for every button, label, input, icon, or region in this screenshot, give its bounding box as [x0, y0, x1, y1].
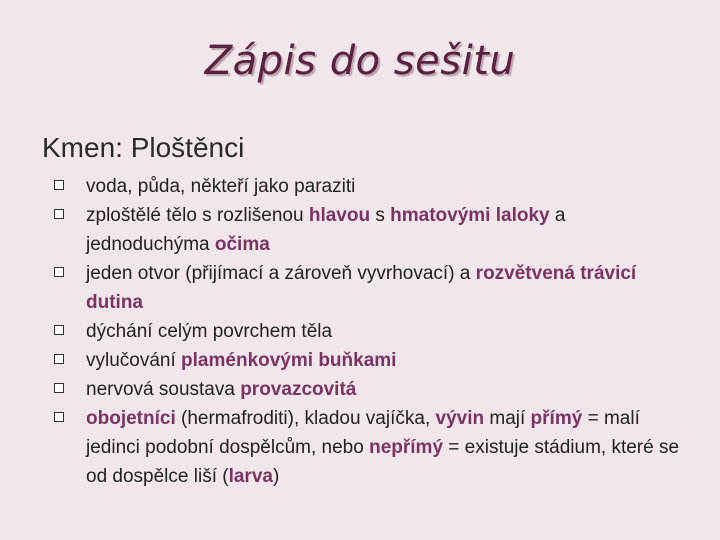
slide-title: Zápis do sešitu	[204, 38, 516, 84]
list-item	[52, 172, 692, 201]
list-item-text: dýchání celým povrchem těla	[86, 321, 333, 342]
list-item-text: zploštělé tělo s rozlišenou	[86, 205, 309, 226]
list-item-text: (hermafroditi), kladou vajíčka,	[175, 408, 436, 429]
list-item-text: nervová soustava	[86, 379, 241, 400]
list-item	[52, 346, 692, 375]
highlighted-term: plaménkovými buňkami	[181, 350, 397, 371]
list-item-text: jeden otvor (přijímací a zároveň vyvrhovací) a	[86, 263, 476, 284]
list-item-text: vylučování	[86, 350, 182, 371]
list-item-text: voda, půda, někteří jako paraziti	[86, 176, 356, 197]
highlighted-term: rozvětvená trávicí dutina	[86, 263, 637, 313]
highlighted-term: přímý	[530, 408, 583, 429]
bullet-list	[52, 172, 692, 491]
square-outline-icon	[54, 267, 64, 277]
highlighted-term: hmatovými laloky	[390, 205, 550, 226]
square-outline-icon	[54, 325, 64, 335]
highlighted-term: hlavou	[308, 205, 371, 226]
square-outline-icon	[54, 209, 64, 219]
highlighted-term: nepřímý	[369, 437, 444, 458]
list-item-text: s	[370, 205, 391, 226]
section-heading: Kmen: Ploštěnci	[42, 132, 245, 163]
highlighted-term: vývin	[435, 408, 485, 429]
square-outline-icon	[54, 412, 64, 422]
highlighted-term: očima	[214, 234, 270, 255]
list-item	[52, 317, 692, 346]
highlighted-term: larva	[228, 466, 273, 487]
square-outline-icon	[54, 383, 64, 393]
square-outline-icon	[54, 180, 64, 190]
list-item	[52, 259, 692, 317]
square-outline-icon	[54, 354, 64, 364]
list-item	[52, 375, 692, 404]
list-item-text: = malí jedinci podobní dospělcům, nebo	[86, 408, 640, 458]
highlighted-term: provazcovitá	[240, 379, 357, 400]
list-item-text: a jednoduchýma	[86, 205, 566, 255]
list-item	[52, 404, 692, 491]
highlighted-term: obojetníci	[86, 408, 176, 429]
list-item-text: mají	[484, 408, 531, 429]
list-item	[52, 201, 692, 259]
list-item-text: = existuje stádium, které se od dospělce liší (	[86, 437, 680, 487]
list-item-text: )	[272, 466, 280, 487]
